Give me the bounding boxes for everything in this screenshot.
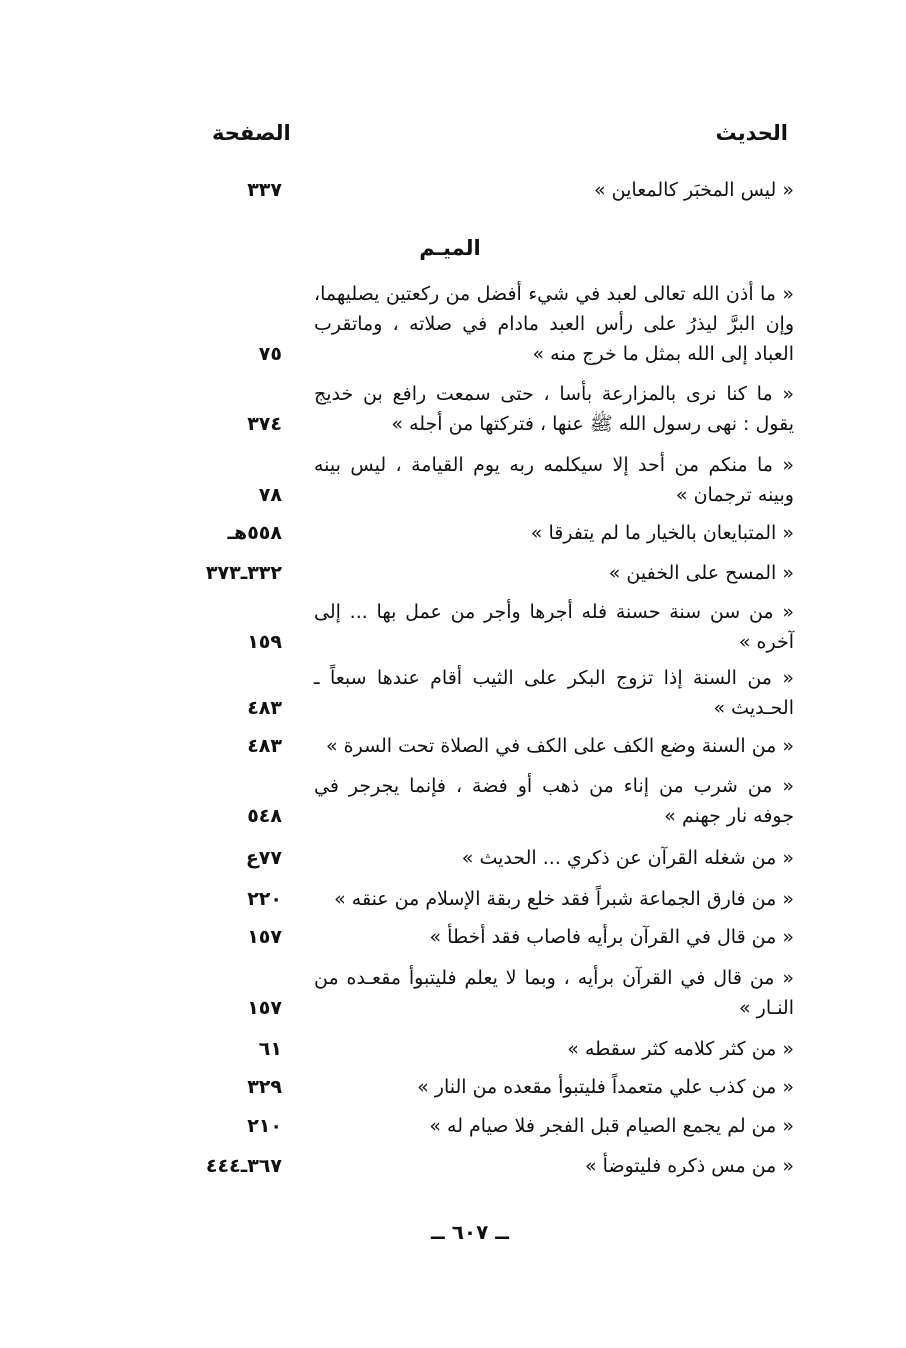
hadith-entry: « من قال في القرآن برأيه فاصاب فقد أخطأ » (429, 926, 794, 948)
page-reference: ٧٨ (258, 484, 282, 506)
page-reference: ١٥٧ (247, 926, 282, 948)
page-reference: ٧٧ع (245, 847, 282, 869)
hadith-entry: « من السنة وضع الكف على الكف في الصلاة تحت السرة » (325, 735, 794, 757)
page-reference: ٣٢٩ (247, 1076, 282, 1098)
page-reference: ٣٧٤ (247, 413, 282, 435)
page-reference: ٥٤٨ (247, 805, 282, 827)
page-reference: ١٥٧ (247, 997, 282, 1019)
hadith-entry: « من لم يجمع الصيام قبل الفجر فلا صيام له » (429, 1115, 794, 1137)
hadith-entry: « من قال في القرآن برأيه ، وبما لا يعلم فليتبوأ مقعـده من النـار » (314, 967, 794, 1019)
hadith-entry: « ما أذن الله تعالى لعبد في شيء أفضل من ركعتين يصليهما، وإن البرَّ ليذرُ على رأس العبد مادام في صلاته ، وماتقرب العباد إلى الله بمثل ما خرج منه » (314, 283, 794, 365)
hadith-entry: « ما منكم من أحد إلا سيكلمه ربه يوم القيامة ، ليس بينه وبينه ترجمان » (314, 454, 794, 506)
hadith-entry: « من شغله القرآن عن ذكري ... الحديث » (461, 847, 794, 869)
hadith-entry: « من كثر كلامه كثر سقطه » (567, 1038, 794, 1060)
page-reference: ٣٣٧ (247, 179, 282, 201)
hadith-entry: « المتبايعان بالخيار ما لم يتفرقا » (530, 522, 794, 544)
page-reference: ٤٨٣ (247, 697, 282, 719)
page-column-header: الصفحة (212, 121, 291, 145)
hadith-entry: « ما كنا نرى بالمزارعة بأسا ، حتى سمعت رافع بن خديج يقول : نهى رسول الله ﷺ عنها ، فتركتها من أجله » (314, 383, 794, 435)
hadith-entry: « ليس المخبَر كالمعاين » (593, 179, 794, 201)
hadith-entry: « من شرب من إناء من ذهب أو فضة ، فإنما يجرجر في جوفه نار جهنم » (314, 775, 794, 827)
section-title: الميـم (419, 236, 481, 260)
page-reference: ٧٥ (258, 343, 282, 365)
page-reference: ٤٨٣ (247, 735, 282, 757)
page-reference: ٣٦٧ـ٤٤٤ (205, 1155, 282, 1177)
page-reference: ٢٢٠ (247, 888, 282, 910)
hadith-entry: « من سن سنة حسنة فله أجرها وأجر من عمل بها ... إلى آخره » (314, 601, 794, 653)
page-reference: ٢١٠ (247, 1115, 282, 1137)
page-reference: ٥٥٨هـ (227, 522, 282, 544)
hadith-entry: « من فارق الجماعة شبراً فقد خلع ربقة الإسلام من عنقه » (334, 888, 794, 910)
hadith-entry: « من كذب علي متعمداً فليتبوأ مقعده من النار » (417, 1076, 794, 1098)
hadith-column-header: الحديث (715, 121, 788, 145)
hadith-entry: « من مس ذكره فليتوضأ » (584, 1155, 794, 1177)
hadith-entry: « من السنة إذا تزوج البكر على الثيب أقام عندها سبعاً ـ الحـديث » (314, 667, 794, 719)
hadith-entry: « المسح على الخفين » (608, 562, 794, 584)
page-reference: ١٥٩ (247, 631, 282, 653)
page-number: ــ ٦٠٧ ــ (431, 1220, 509, 1244)
page-reference: ٣٣٢ـ٣٧٣ (205, 562, 282, 584)
page-reference: ٦١ (258, 1038, 282, 1060)
